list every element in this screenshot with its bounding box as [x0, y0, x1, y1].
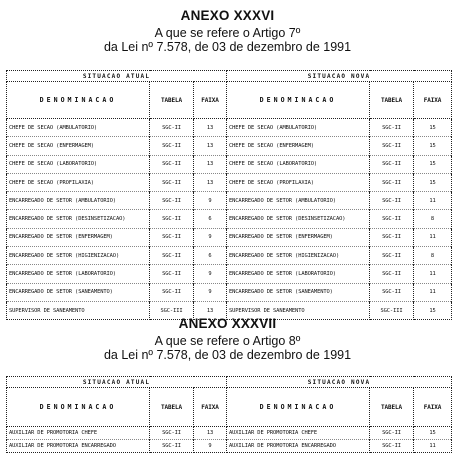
denominacao-atual-cell: ENCARREGADO DE SETOR (HIGIENIZACAO) — [7, 247, 150, 265]
denominacao-atual-cell: ENCARREGADO DE SETOR (AMBULATORIO) — [7, 192, 150, 210]
denominacao-nova-cell: CHEFE DE SECAO (AMBULATORIO) — [227, 119, 370, 137]
tabela-nova-cell: SGC-II — [370, 440, 414, 453]
anexo-xxxvii-subtitle-1: A que se refere o Artigo 8º — [154, 334, 301, 348]
faixa-atual-cell: 9 — [194, 192, 227, 210]
tabela-nova-cell: SGC-II — [370, 137, 414, 155]
tabela-atual-cell: SGC-II — [150, 247, 194, 265]
anexo-xxxvi-table — [6, 70, 452, 320]
faixa-atual-cell: 13 — [194, 427, 227, 440]
anexo-xxxvii-body — [7, 427, 452, 453]
table-row — [7, 137, 452, 155]
faixa-nova-cell: 11 — [414, 440, 452, 453]
denominacao-nova-cell: CHEFE DE SECAO (ENFERMAGEM) — [227, 137, 370, 155]
tabela-nova-cell: SGC-II — [370, 427, 414, 440]
table-row — [7, 283, 452, 301]
table-row — [7, 155, 452, 173]
denominacao-atual-cell: CHEFE DE SECAO (ENFERMAGEM) — [7, 137, 150, 155]
tabela-atual-cell: SGC-II — [150, 155, 194, 173]
faixa-atual-cell: 6 — [194, 210, 227, 228]
faixa-header: FAIXA — [414, 388, 452, 427]
faixa-nova-cell: 8 — [414, 247, 452, 265]
situacao-nova-header: SITUACAO NOVA — [227, 71, 452, 82]
faixa-header: FAIXA — [194, 82, 227, 119]
table-row — [7, 192, 452, 210]
anexo-xxxvii-table — [6, 376, 452, 453]
faixa-header: FAIXA — [194, 388, 227, 427]
denominacao-header: DENOMINACAO — [7, 388, 150, 427]
tabela-nova-cell: SGC-II — [370, 247, 414, 265]
denominacao-nova-cell: ENCARREGADO DE SETOR (ENFERMAGEM) — [227, 228, 370, 246]
faixa-nova-cell: 11 — [414, 265, 452, 283]
denominacao-atual-cell: CHEFE DE SECAO (LABORATORIO) — [7, 155, 150, 173]
tabela-header: TABELA — [150, 82, 194, 119]
table-row — [7, 247, 452, 265]
tabela-header: TABELA — [150, 388, 194, 427]
situacao-nova-header: SITUACAO NOVA — [227, 377, 452, 388]
faixa-atual-cell: 9 — [194, 265, 227, 283]
denominacao-nova-cell: CHEFE DE SECAO (PROFILAXIA) — [227, 173, 370, 191]
faixa-nova-cell: 11 — [414, 283, 452, 301]
table-row — [7, 228, 452, 246]
tabela-atual-cell: SGC-II — [150, 137, 194, 155]
denominacao-atual-cell: AUXILIAR DE PROMOTORIA ENCARREGADO — [7, 440, 150, 453]
situacao-atual-header: SITUACAO ATUAL — [7, 71, 227, 82]
denominacao-nova-cell: CHEFE DE SECAO (LABORATORIO) — [227, 155, 370, 173]
tabela-atual-cell: SGC-II — [150, 192, 194, 210]
denominacao-atual-cell: ENCARREGADO DE SETOR (ENFERMAGEM) — [7, 228, 150, 246]
tabela-atual-cell: SGC-II — [150, 440, 194, 453]
denominacao-nova-cell: ENCARREGADO DE SETOR (SANEAMENTO) — [227, 283, 370, 301]
faixa-atual-cell: 6 — [194, 247, 227, 265]
faixa-atual-cell: 9 — [194, 283, 227, 301]
tabela-nova-cell: SGC-II — [370, 119, 414, 137]
table-row — [7, 440, 452, 453]
denominacao-atual-cell: CHEFE DE SECAO (PROFILAXIA) — [7, 173, 150, 191]
tabela-atual-cell: SGC-II — [150, 427, 194, 440]
faixa-nova-cell: 8 — [414, 210, 452, 228]
tabela-atual-cell: SGC-II — [150, 119, 194, 137]
denominacao-nova-cell: ENCARREGADO DE SETOR (LABORATORIO) — [227, 265, 370, 283]
table-row — [7, 210, 452, 228]
denominacao-nova-cell: ENCARREGADO DE SETOR (DESINSETIZACAO) — [227, 210, 370, 228]
denominacao-header: DENOMINACAO — [7, 82, 150, 119]
tabela-header: TABELA — [370, 388, 414, 427]
table-row — [7, 119, 452, 137]
faixa-nova-cell: 15 — [414, 301, 452, 319]
faixa-atual-cell: 13 — [194, 301, 227, 319]
tabela-atual-cell: SGC-II — [150, 265, 194, 283]
faixa-atual-cell: 9 — [194, 440, 227, 453]
table-row — [7, 173, 452, 191]
faixa-nova-cell: 11 — [414, 192, 452, 210]
column-header-row — [7, 82, 452, 119]
denominacao-nova-cell: ENCARREGADO DE SETOR (AMBULATORIO) — [227, 192, 370, 210]
table-row — [7, 427, 452, 440]
tabela-nova-cell: SGC-II — [370, 173, 414, 191]
faixa-atual-cell: 13 — [194, 119, 227, 137]
faixa-nova-cell: 15 — [414, 427, 452, 440]
tabela-nova-cell: SGC-II — [370, 155, 414, 173]
tabela-nova-cell: SGC-II — [370, 228, 414, 246]
tabela-atual-cell: SGC-II — [150, 283, 194, 301]
denominacao-atual-cell: ENCARREGADO DE SETOR (LABORATORIO) — [7, 265, 150, 283]
denominacao-nova-cell: AUXILIAR DE PROMOTORIA ENCARREGADO — [227, 440, 370, 453]
faixa-atual-cell: 13 — [194, 173, 227, 191]
tabela-nova-cell: SGC-II — [370, 265, 414, 283]
tabela-atual-cell: SGC-II — [150, 210, 194, 228]
faixa-atual-cell: 13 — [194, 155, 227, 173]
denominacao-atual-cell: AUXILIAR DE PROMOTORIA CHEFE — [7, 427, 150, 440]
denominacao-atual-cell: SUPERVISOR DE SANEAMENTO — [7, 301, 150, 319]
tabela-nova-cell: SGC-II — [370, 192, 414, 210]
tabela-atual-cell: SGC-III — [150, 301, 194, 319]
group-header-row — [7, 377, 452, 388]
faixa-atual-cell: 9 — [194, 228, 227, 246]
group-header-row — [7, 71, 452, 82]
denominacao-atual-cell: CHEFE DE SECAO (AMBULATORIO) — [7, 119, 150, 137]
denominacao-atual-cell: ENCARREGADO DE SETOR (SANEAMENTO) — [7, 283, 150, 301]
denominacao-atual-cell: ENCARREGADO DE SETOR (DESINSETIZACAO) — [7, 210, 150, 228]
anexo-xxxvii-subtitle-2: da Lei nº 7.578, de 03 de dezembro de 1991 — [103, 348, 352, 362]
anexo-xxxvi-body — [7, 119, 452, 320]
faixa-nova-cell: 15 — [414, 137, 452, 155]
denominacao-nova-cell: SUPERVISOR DE SANEAMENTO — [227, 301, 370, 319]
column-header-row — [7, 388, 452, 427]
tabela-nova-cell: SGC-II — [370, 283, 414, 301]
tabela-nova-cell: SGC-III — [370, 301, 414, 319]
situacao-atual-header: SITUACAO ATUAL — [7, 377, 227, 388]
anexo-xxxvi-subtitle-1: A que se refere o Artigo 7º — [154, 26, 301, 40]
faixa-nova-cell: 15 — [414, 155, 452, 173]
anexo-xxxvi-title: ANEXO XXXVI — [180, 8, 275, 23]
denominacao-header: DENOMINACAO — [227, 82, 370, 119]
tabela-atual-cell: SGC-II — [150, 173, 194, 191]
tabela-header: TABELA — [370, 82, 414, 119]
denominacao-nova-cell: ENCARREGADO DE SETOR (HIGIENIZACAO) — [227, 247, 370, 265]
anexo-xxxvi-subtitle-2: da Lei nº 7.578, de 03 de dezembro de 1991 — [103, 40, 352, 54]
faixa-nova-cell: 11 — [414, 228, 452, 246]
faixa-nova-cell: 15 — [414, 119, 452, 137]
faixa-nova-cell: 15 — [414, 173, 452, 191]
anexo-xxxvii-title: ANEXO XXXVII — [178, 316, 277, 331]
faixa-atual-cell: 13 — [194, 137, 227, 155]
denominacao-header: DENOMINACAO — [227, 388, 370, 427]
faixa-header: FAIXA — [414, 82, 452, 119]
tabela-atual-cell: SGC-II — [150, 228, 194, 246]
denominacao-nova-cell: AUXILIAR DE PROMOTORIA CHEFE — [227, 427, 370, 440]
table-row — [7, 265, 452, 283]
tabela-nova-cell: SGC-II — [370, 210, 414, 228]
